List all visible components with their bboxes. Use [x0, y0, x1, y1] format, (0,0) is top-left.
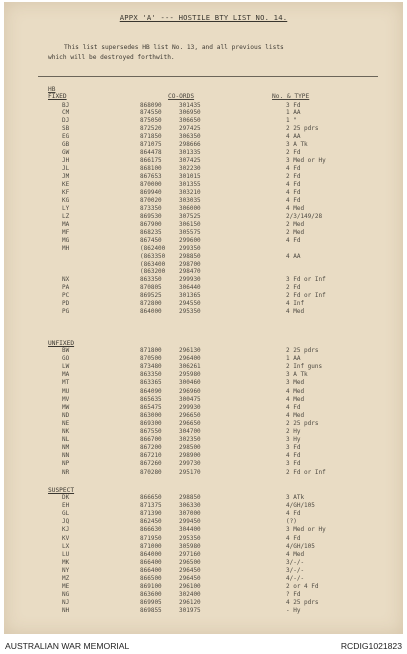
co-ord-easting: 864000: [140, 550, 162, 558]
battery-type: 4 Med: [286, 411, 305, 419]
battery-code: MF: [62, 228, 70, 236]
battery-type: 4 Med: [286, 308, 305, 316]
battery-code: NG: [62, 591, 70, 599]
co-ord-northing: 296450: [179, 566, 201, 574]
battery-code: EH: [62, 502, 70, 510]
co-ord-easting: 863350: [140, 276, 162, 284]
battery-code: GO: [62, 355, 70, 363]
column-header-type: No. & TYPE: [272, 93, 310, 100]
table-row: [0, 141, 407, 149]
battery-code: NE: [62, 419, 70, 427]
battery-code: MA: [62, 220, 70, 228]
battery-type: 3/-/-: [286, 558, 305, 566]
battery-type: 2 Fd: [286, 284, 301, 292]
table-row: [0, 237, 407, 245]
co-ord-northing: 304700: [179, 428, 201, 435]
battery-type: 1 AA: [286, 355, 301, 363]
table-row: [0, 371, 407, 379]
co-ord-easting: 872800: [140, 300, 162, 308]
table-row: [0, 300, 407, 308]
co-ord-northing: 299930: [179, 276, 201, 284]
co-ord-easting: 870805: [140, 284, 162, 292]
co-ord-easting: 875050: [140, 117, 162, 125]
battery-code: MT: [62, 379, 70, 387]
battery-code: MK: [62, 558, 70, 566]
battery-code: DJ: [62, 117, 70, 125]
co-ord-northing: 301365: [179, 292, 201, 300]
co-ord-easting: (863400: [140, 260, 166, 268]
battery-type: 4 AA: [286, 252, 301, 260]
co-ord-easting: 866700: [140, 436, 162, 444]
co-ord-easting: 872520: [140, 125, 162, 133]
battery-type: 3 Fd: [286, 444, 301, 452]
battery-code: NM: [62, 444, 70, 452]
table-row: [0, 149, 407, 157]
battery-code: NN: [62, 452, 70, 460]
table-row: [0, 261, 407, 269]
table-row: [0, 444, 407, 452]
table-row: [0, 599, 407, 607]
co-ord-easting: 871390: [140, 510, 162, 518]
battery-code: KJ: [62, 526, 70, 534]
battery-type: 4 AA: [286, 133, 301, 141]
battery-code: KG: [62, 196, 70, 204]
co-ord-northing: 301335: [179, 149, 201, 157]
section-heading: SUSPECT: [48, 487, 75, 494]
co-ord-easting: 865475: [140, 403, 162, 411]
co-ord-easting: 865635: [140, 395, 162, 403]
co-ord-northing: 295350: [179, 534, 201, 542]
battery-code: NX: [62, 276, 70, 284]
table-row: [0, 117, 407, 125]
battery-type: 4 Fd: [286, 236, 301, 244]
co-ord-easting: 873480: [140, 363, 162, 371]
co-ord-northing: 297160: [179, 550, 201, 558]
co-ord-northing: 303210: [179, 188, 201, 196]
co-ord-northing: 299450: [179, 518, 201, 526]
co-ord-northing: 304400: [179, 526, 201, 534]
co-ord-northing: 296650: [179, 419, 201, 427]
table-row: [0, 502, 407, 510]
co-ord-easting: 870020: [140, 196, 162, 204]
co-ord-northing: 296130: [179, 347, 201, 354]
co-ord-easting: 867550: [140, 428, 162, 435]
battery-code: BW: [62, 347, 70, 354]
co-ord-northing: 302350: [179, 436, 201, 444]
battery-type: 3 Fd: [286, 101, 301, 109]
co-ord-northing: 306150: [179, 220, 201, 228]
battery-code: ME: [62, 583, 70, 591]
battery-type: 2 Hy: [286, 428, 301, 435]
co-ord-easting: 867450: [140, 236, 162, 244]
battery-type: 2 25 pdrs: [286, 419, 319, 427]
battery-type: 2 Fd or Inf: [286, 468, 326, 476]
battery-type: 4 Med: [286, 550, 305, 558]
table-row: [0, 213, 407, 221]
co-ord-easting: (862400: [140, 244, 166, 252]
co-ord-easting: 864090: [140, 387, 162, 395]
battery-code: MV: [62, 395, 70, 403]
table-row: [0, 559, 407, 567]
table-row: [0, 583, 407, 591]
table-row: [0, 181, 407, 189]
co-ord-northing: 296400: [179, 355, 201, 363]
table-row: [0, 221, 407, 229]
battery-type: 2 Fd: [286, 173, 301, 181]
co-ord-easting: 871950: [140, 534, 162, 542]
battery-code: LW: [62, 363, 70, 371]
table-row: [0, 109, 407, 117]
battery-type: 3 A Tk: [286, 371, 308, 379]
table-row: [0, 133, 407, 141]
battery-code: MG: [62, 236, 70, 244]
co-ord-easting: 862450: [140, 518, 162, 526]
co-ord-northing: 298470: [179, 268, 201, 276]
co-ord-northing: 296650: [179, 411, 201, 419]
co-ord-easting: 869300: [140, 419, 162, 427]
battery-type: (?): [286, 518, 297, 526]
co-ord-easting: 866400: [140, 566, 162, 574]
table-row: [0, 379, 407, 387]
co-ord-northing: 303035: [179, 196, 201, 204]
battery-code: JM: [62, 173, 70, 181]
archive-footer: [0, 636, 407, 654]
co-ord-northing: 295980: [179, 371, 201, 379]
co-ord-easting: 864478: [140, 149, 162, 157]
co-ord-northing: 307000: [179, 510, 201, 518]
battery-type: 2 Med: [286, 228, 305, 236]
co-ord-northing: 306330: [179, 502, 201, 510]
footer-institution: AUSTRALIAN WAR MEMORIAL: [5, 641, 130, 651]
co-ord-northing: 296500: [179, 558, 201, 566]
co-ord-northing: 306440: [179, 284, 201, 292]
table-row: [0, 245, 407, 253]
table-row: [0, 543, 407, 551]
co-ord-northing: 299350: [179, 244, 201, 252]
co-ord-easting: 863600: [140, 591, 162, 599]
co-ord-easting: 871375: [140, 502, 162, 510]
table-row: [0, 363, 407, 371]
table-row: [0, 125, 407, 133]
table-row: [0, 268, 407, 276]
co-ord-easting: 871000: [140, 542, 162, 550]
battery-code: ND: [62, 411, 70, 419]
table-row: [0, 347, 407, 355]
co-ord-easting: 873350: [140, 204, 162, 212]
co-ord-northing: 298666: [179, 141, 201, 149]
battery-code: KE: [62, 181, 70, 188]
section-heading: UNFIXED: [48, 340, 75, 347]
co-ord-easting: 871850: [140, 133, 162, 141]
table-row: [0, 276, 407, 284]
prefix-label: HB: [48, 86, 56, 93]
battery-code: PA: [62, 284, 70, 292]
battery-type: 4 Med: [286, 204, 305, 212]
table-row: [0, 102, 407, 110]
co-ord-easting: 869100: [140, 583, 162, 591]
battery-code: KF: [62, 188, 70, 196]
table-row: [0, 607, 407, 615]
co-ord-easting: 866630: [140, 526, 162, 534]
table-row: [0, 189, 407, 197]
table-row: [0, 567, 407, 575]
co-ord-northing: 295350: [179, 308, 201, 316]
table-row: [0, 494, 407, 502]
battery-type: 4 25 pdrs: [286, 599, 319, 607]
battery-type: 3 Hy: [286, 436, 301, 444]
co-ord-easting: 868090: [140, 101, 162, 109]
section-heading: FIXED: [48, 93, 67, 100]
battery-code: PG: [62, 308, 70, 316]
battery-type: 4 Fd: [286, 181, 301, 188]
battery-code: SB: [62, 125, 70, 133]
co-ord-northing: 298500: [179, 444, 201, 452]
table-row: [0, 436, 407, 444]
battery-type: 4 Inf: [286, 300, 305, 308]
table-row: [0, 284, 407, 292]
table-row: [0, 388, 407, 396]
co-ord-easting: 867653: [140, 173, 162, 181]
battery-type: 3 Med: [286, 379, 305, 387]
battery-code: EG: [62, 133, 70, 141]
battery-type: 3 Fd: [286, 460, 301, 468]
battery-type: 4 Med: [286, 395, 305, 403]
battery-type: 1 ": [286, 117, 297, 125]
co-ord-easting: 870500: [140, 355, 162, 363]
co-ord-northing: 299600: [179, 236, 201, 244]
table-row: [0, 165, 407, 173]
battery-type: 2/3/149/28: [286, 212, 323, 220]
co-ord-easting: 869530: [140, 212, 162, 220]
battery-type: 4 Fd: [286, 452, 301, 460]
table-row: [0, 355, 407, 363]
co-ord-easting: 867260: [140, 460, 162, 468]
table-row: [0, 526, 407, 534]
battery-code: GL: [62, 510, 70, 518]
co-ord-northing: 296120: [179, 599, 201, 607]
battery-type: ? Fd: [286, 591, 301, 599]
co-ord-easting: 863350: [140, 371, 162, 379]
battery-code: JQ: [62, 518, 70, 526]
co-ord-easting: 871075: [140, 141, 162, 149]
battery-code: NP: [62, 460, 70, 468]
co-ord-northing: 296450: [179, 575, 201, 582]
battery-code: MW: [62, 403, 70, 411]
co-ord-northing: 300475: [179, 395, 201, 403]
table-row: [0, 591, 407, 599]
footer-record-id: RCDIG1021823: [340, 641, 402, 651]
co-ord-easting: 866650: [140, 494, 162, 501]
co-ord-easting: 870280: [140, 468, 162, 476]
co-ord-northing: 297425: [179, 125, 201, 133]
table-row: [0, 157, 407, 165]
table-row: [0, 173, 407, 181]
co-ord-northing: 306950: [179, 109, 201, 117]
battery-type: 4/GH/105: [286, 542, 315, 550]
co-ord-northing: 306261: [179, 363, 201, 371]
battery-type: 1 AA: [286, 109, 301, 117]
table-row: [0, 551, 407, 559]
battery-code: DK: [62, 494, 70, 501]
battery-type: 2 Fd: [286, 149, 301, 157]
co-ord-northing: 305980: [179, 542, 201, 550]
co-ord-northing: 306350: [179, 133, 201, 141]
table-row: [0, 396, 407, 404]
table-row: [0, 452, 407, 460]
co-ord-northing: 306000: [179, 204, 201, 212]
battery-code: NK: [62, 428, 70, 435]
co-ord-easting: 871800: [140, 347, 162, 354]
battery-type: 3 A Tk: [286, 141, 308, 149]
table-row: [0, 535, 407, 543]
battery-code: MZ: [62, 575, 70, 582]
co-ord-northing: 296960: [179, 387, 201, 395]
battery-type: 2 or 4 Fd: [286, 583, 319, 591]
co-ord-easting: 867900: [140, 220, 162, 228]
battery-code: PC: [62, 292, 70, 300]
battery-type: 3 ATk: [286, 494, 305, 501]
table-row: [0, 469, 407, 477]
document-title: APPX 'A' --- HOSTILE BTY LIST NO. 14.: [119, 13, 288, 22]
battery-code: NL: [62, 436, 70, 444]
battery-code: BJ: [62, 101, 70, 109]
table-row: [0, 229, 407, 237]
battery-type: 3 Med or Hy: [286, 526, 326, 534]
table-row: [0, 197, 407, 205]
co-ord-easting: 869855: [140, 607, 162, 615]
co-ord-easting: 868100: [140, 165, 162, 173]
co-ord-northing: 301015: [179, 173, 201, 181]
battery-code: LZ: [62, 212, 70, 220]
co-ord-easting: 863000: [140, 411, 162, 419]
battery-code: PD: [62, 300, 70, 308]
co-ord-easting: 870000: [140, 181, 162, 188]
battery-type: 4/-/-: [286, 575, 305, 582]
co-ord-northing: 294550: [179, 300, 201, 308]
co-ord-northing: 301975: [179, 607, 201, 615]
co-ord-northing: 299930: [179, 403, 201, 411]
table-row: [0, 575, 407, 583]
co-ord-northing: 307525: [179, 212, 201, 220]
battery-code: MH: [62, 244, 70, 252]
battery-type: 3 Fd or Inf: [286, 276, 326, 284]
battery-type: 2 25 pdrs: [286, 347, 319, 354]
table-row: [0, 308, 407, 316]
co-ord-northing: 306650: [179, 117, 201, 125]
battery-type: 4 Fd: [286, 534, 301, 542]
battery-type: - Hy: [286, 607, 301, 615]
co-ord-easting: 866400: [140, 558, 162, 566]
table-row: [0, 460, 407, 468]
co-ord-easting: 867200: [140, 444, 162, 452]
co-ord-easting: 869525: [140, 292, 162, 300]
header-rule: [38, 76, 378, 77]
co-ord-northing: 298900: [179, 452, 201, 460]
co-ord-northing: 305575: [179, 228, 201, 236]
battery-code: LY: [62, 204, 70, 212]
co-ord-easting: 868235: [140, 228, 162, 236]
co-ord-easting: 867210: [140, 452, 162, 460]
battery-type: 4 Fd: [286, 165, 301, 173]
co-ord-easting: (863200: [140, 268, 166, 276]
intro-line-2: which will be destroyed forthwith.: [48, 54, 175, 61]
co-ord-northing: 300460: [179, 379, 201, 387]
battery-code: JL: [62, 165, 70, 173]
table-row: [0, 253, 407, 261]
battery-type: 4 Med: [286, 387, 305, 395]
battery-code: MA: [62, 371, 70, 379]
co-ord-northing: 298850: [179, 252, 201, 260]
battery-code: KV: [62, 534, 70, 542]
co-ord-easting: 869940: [140, 188, 162, 196]
co-ord-northing: 295170: [179, 468, 201, 476]
battery-code: NH: [62, 607, 70, 615]
co-ord-easting: 866500: [140, 575, 162, 582]
co-ord-northing: 307425: [179, 157, 201, 165]
battery-type: 4 Fd: [286, 196, 301, 204]
battery-code: JH: [62, 157, 70, 165]
co-ord-northing: 301435: [179, 101, 201, 109]
table-row: [0, 404, 407, 412]
battery-code: CM: [62, 109, 70, 117]
table-row: [0, 412, 407, 420]
battery-type: 2 Inf guns: [286, 363, 323, 371]
battery-code: NJ: [62, 599, 70, 607]
battery-code: NY: [62, 566, 70, 574]
table-row: [0, 205, 407, 213]
battery-type: 2 25 pdrs: [286, 125, 319, 133]
battery-type: 3/-/-: [286, 566, 305, 574]
co-ord-northing: 301355: [179, 181, 201, 188]
table-row: [0, 292, 407, 300]
co-ord-easting: 864000: [140, 308, 162, 316]
table-row: [0, 420, 407, 428]
co-ord-northing: 296100: [179, 583, 201, 591]
battery-code: GB: [62, 141, 70, 149]
table-row: [0, 428, 407, 436]
battery-type: 4 Fd: [286, 403, 301, 411]
intro-line-1: This list supersedes HB list No. 13, and all previous lists: [64, 44, 284, 51]
co-ord-easting: 863365: [140, 379, 162, 387]
co-ord-northing: 299730: [179, 460, 201, 468]
co-ord-northing: 298700: [179, 260, 201, 268]
co-ord-easting: (863350: [140, 252, 166, 260]
table-row: [0, 518, 407, 526]
battery-type: 4/GH/105: [286, 502, 315, 510]
battery-code: LU: [62, 550, 70, 558]
battery-code: MU: [62, 387, 70, 395]
battery-type: 4 Fd: [286, 510, 301, 518]
battery-type: 3 Med or Hy: [286, 157, 326, 165]
co-ord-easting: 866175: [140, 157, 162, 165]
co-ord-easting: 874550: [140, 109, 162, 117]
co-ord-northing: 298850: [179, 494, 201, 501]
battery-code: LX: [62, 542, 70, 550]
battery-code: NR: [62, 468, 70, 476]
battery-type: 2 Fd or Inf: [286, 292, 326, 300]
co-ord-northing: 302400: [179, 591, 201, 599]
column-header-co-ords: CO-ORDS: [168, 93, 195, 100]
battery-code: GW: [62, 149, 70, 157]
co-ord-northing: 302230: [179, 165, 201, 173]
co-ord-easting: 869905: [140, 599, 162, 607]
battery-type: 2 Med: [286, 220, 305, 228]
table-row: [0, 510, 407, 518]
battery-type: 4 Fd: [286, 188, 301, 196]
